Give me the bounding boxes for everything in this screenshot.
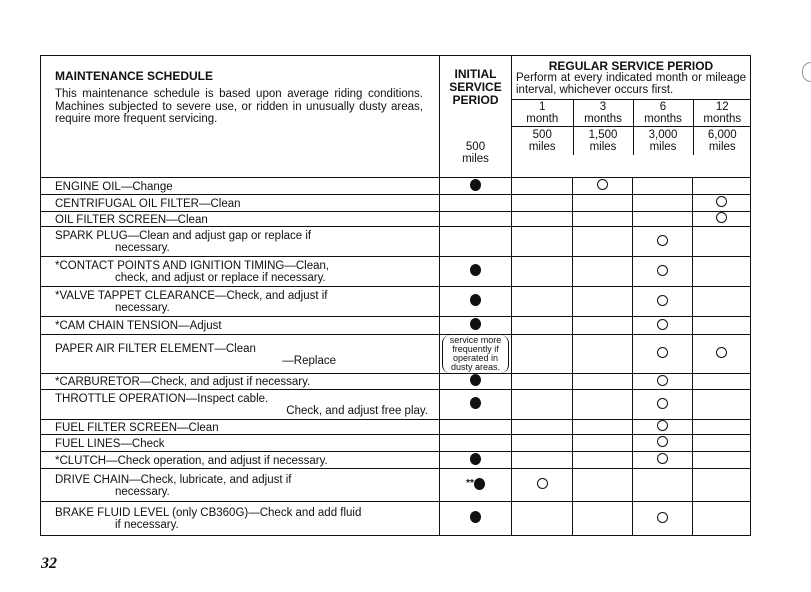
- initial-period-unit: miles: [462, 153, 489, 165]
- initial-service-dot-icon: [474, 478, 485, 490]
- schedule-cell: [512, 287, 573, 317]
- period-number: 6: [659, 101, 667, 113]
- regular-period-header: [512, 56, 751, 178]
- service-item-text: *CARBURETOR—Check, and adjust if necessary.: [55, 376, 311, 388]
- schedule-cell: [633, 374, 693, 390]
- service-item-text-cont: necessary.: [115, 242, 170, 254]
- schedule-cell: [573, 195, 633, 212]
- service-item: [41, 335, 440, 374]
- period-grid: [512, 99, 751, 155]
- schedule-cell: [440, 212, 512, 227]
- schedule-cell: [573, 317, 633, 335]
- schedule-row: [41, 469, 751, 502]
- schedule-cell: [693, 257, 751, 287]
- schedule-cell: [693, 195, 751, 212]
- schedule-cell: [512, 212, 573, 227]
- schedule-cell: [693, 287, 751, 317]
- regular-service-circle-icon: [657, 319, 668, 330]
- service-item-text: *CLUTCH—Check operation, and adjust if necessary.: [55, 454, 328, 467]
- schedule-cell: [573, 287, 633, 317]
- schedule-row: [41, 435, 751, 452]
- schedule-row: [41, 452, 751, 469]
- schedule-cell: [573, 502, 633, 536]
- period-mileage-cell: [573, 127, 633, 156]
- schedule-cell: [512, 195, 573, 212]
- schedule-cell: [693, 212, 751, 227]
- schedule-cell: [633, 227, 693, 257]
- period-miles-unit: miles: [708, 141, 736, 153]
- service-item: [41, 257, 440, 287]
- initial-service-dot-icon: [470, 294, 481, 306]
- service-item: [41, 420, 440, 435]
- service-item-text: *CAM CHAIN TENSION—Adjust: [55, 320, 222, 332]
- schedule-cell: [633, 195, 693, 212]
- service-item-text-cont: Check, and adjust free play.: [286, 405, 428, 417]
- regular-service-circle-icon: [657, 295, 668, 306]
- regular-service-circle-icon: [716, 347, 727, 358]
- schedule-cell: [512, 374, 573, 390]
- initial-service-dot-icon: [470, 453, 481, 465]
- schedule-header-cell: [41, 56, 440, 178]
- schedule-cell: [573, 452, 633, 469]
- schedule-cell: [440, 435, 512, 452]
- period-miles-unit: miles: [528, 141, 556, 153]
- regular-service-circle-icon: [657, 420, 668, 431]
- service-item-text: CENTRIFUGAL OIL FILTER—Clean: [55, 197, 241, 210]
- schedule-row: [41, 420, 751, 435]
- service-item-text: BRAKE FLUID LEVEL (only CB360G)—Check and add fluid: [55, 507, 362, 519]
- schedule-cell: [440, 335, 512, 374]
- service-item: [41, 452, 440, 469]
- schedule-cell: [633, 469, 693, 502]
- schedule-cell: [633, 212, 693, 227]
- service-item: [41, 287, 440, 317]
- schedule-cell: [440, 390, 512, 420]
- initial-service-dot-icon: [470, 264, 481, 276]
- initial-service-dot-icon: [470, 318, 481, 330]
- service-item-text: *CONTACT POINTS AND IGNITION TIMING—Clean,: [55, 260, 330, 272]
- regular-service-circle-icon: [657, 512, 668, 523]
- service-item: [41, 212, 440, 227]
- schedule-row: [41, 227, 751, 257]
- air-filter-note: service more frequently if operated in dusty areas.: [442, 335, 509, 373]
- initial-period-label: INITIAL SERVICE PERIOD: [449, 67, 502, 107]
- service-item-text: FUEL LINES—Check: [55, 437, 165, 450]
- service-item-text-cont: check, and adjust or replace if necessary.: [115, 272, 326, 284]
- schedule-cell: [440, 469, 512, 502]
- service-item-text: SPARK PLUG—Clean and adjust gap or replace if: [55, 230, 312, 242]
- schedule-cell: [693, 469, 751, 502]
- schedule-cell: [512, 317, 573, 335]
- period-miles-unit: miles: [649, 141, 677, 153]
- regular-service-circle-icon: [657, 375, 668, 386]
- schedule-cell: [693, 335, 751, 374]
- schedule-row: [41, 374, 751, 390]
- schedule-cell: [573, 469, 633, 502]
- service-item: [41, 195, 440, 212]
- period-miles: 6,000: [707, 129, 737, 141]
- regular-service-circle-icon: [716, 196, 727, 207]
- schedule-cell: [512, 435, 573, 452]
- initial-service-dot-icon: [470, 511, 481, 523]
- period-miles-unit: miles: [589, 141, 617, 153]
- schedule-cell: [693, 420, 751, 435]
- service-item-text: OIL FILTER SCREEN—Clean: [55, 213, 208, 226]
- period-unit: months: [644, 113, 682, 125]
- period-interval-cell: [693, 100, 751, 127]
- schedule-cell: [440, 317, 512, 335]
- schedule-cell: [633, 257, 693, 287]
- service-item: [41, 469, 440, 502]
- schedule-cell: [633, 287, 693, 317]
- schedule-cell: [693, 374, 751, 390]
- schedule-row: [41, 178, 751, 195]
- period-number: 1: [539, 101, 546, 113]
- maintenance-schedule-table: [40, 55, 751, 536]
- schedule-row: [41, 212, 751, 227]
- service-item: [41, 227, 440, 257]
- service-item: [41, 317, 440, 335]
- schedule-cell: [440, 374, 512, 390]
- regular-service-circle-icon: [597, 179, 608, 190]
- schedule-cell: [512, 257, 573, 287]
- period-interval-cell: [573, 100, 633, 127]
- period-mileage-cell: [633, 127, 693, 156]
- schedule-cell: [573, 227, 633, 257]
- period-miles: 3,000: [648, 129, 678, 141]
- schedule-cell: [573, 212, 633, 227]
- period-number: 3: [599, 101, 607, 113]
- regular-service-circle-icon: [657, 398, 668, 409]
- schedule-cell: [633, 390, 693, 420]
- schedule-cell: [512, 469, 573, 502]
- period-interval-cell: [512, 100, 573, 127]
- regular-service-circle-icon: [657, 265, 668, 276]
- service-item-text-cont: necessary.: [115, 485, 170, 498]
- regular-period-description: Perform at every indicated month or mileage interval, whichever occurs first.: [516, 72, 746, 96]
- schedule-cell: [633, 452, 693, 469]
- schedule-cell: [573, 374, 633, 390]
- service-item-text-cont: necessary.: [115, 302, 170, 314]
- schedule-cell: [512, 390, 573, 420]
- binding-hole-mark: [802, 62, 811, 82]
- schedule-cell: [512, 420, 573, 435]
- regular-service-circle-icon: [657, 436, 668, 447]
- schedule-cell: [512, 227, 573, 257]
- schedule-cell: [633, 178, 693, 195]
- schedule-cell: [573, 257, 633, 287]
- schedule-cell: [693, 435, 751, 452]
- schedule-cell: [693, 452, 751, 469]
- regular-service-circle-icon: [657, 347, 668, 358]
- schedule-cell: [573, 178, 633, 195]
- schedule-cell: [693, 390, 751, 420]
- regular-service-circle-icon: [657, 235, 668, 246]
- schedule-cell: [573, 420, 633, 435]
- period-miles: 500: [532, 129, 552, 141]
- service-item-text: DRIVE CHAIN—Check, lubricate, and adjust if: [55, 473, 292, 486]
- schedule-cell: [440, 257, 512, 287]
- schedule-cell: [693, 502, 751, 536]
- service-item-text-cont: —Replace: [282, 354, 336, 367]
- service-item-text: FUEL FILTER SCREEN—Clean: [55, 421, 219, 434]
- schedule-cell: [440, 287, 512, 317]
- schedule-cell: [693, 178, 751, 195]
- schedule-cell: [633, 317, 693, 335]
- service-item: [41, 502, 440, 536]
- page-number: 32: [41, 555, 57, 572]
- initial-period-miles: 500: [465, 141, 486, 153]
- schedule-cell: [440, 452, 512, 469]
- period-unit: month: [526, 113, 559, 125]
- period-unit: months: [584, 113, 622, 125]
- schedule-cell: [693, 317, 751, 335]
- service-item-text: ENGINE OIL—Change: [55, 180, 173, 193]
- period-mileage-cell: [693, 127, 751, 156]
- schedule-cell: [512, 452, 573, 469]
- schedule-description: This maintenance schedule is based upon average riding conditions. Machines subjected to severe use, or ridden in unusually dusty areas, require more frequent servicing.: [55, 88, 423, 125]
- regular-service-circle-icon: [657, 453, 668, 464]
- schedule-cell: [573, 435, 633, 452]
- service-item: [41, 390, 440, 420]
- period-number: 12: [715, 101, 729, 113]
- schedule-cell: [512, 178, 573, 195]
- schedule-cell: [633, 502, 693, 536]
- schedule-cell: [440, 420, 512, 435]
- service-item: [41, 435, 440, 452]
- initial-service-dot-icon: [470, 397, 481, 409]
- schedule-row: [41, 257, 751, 287]
- initial-service-dot-icon: [470, 374, 481, 386]
- schedule-cell: [440, 502, 512, 536]
- schedule-cell: [440, 195, 512, 212]
- initial-service-dot-icon: [470, 179, 481, 191]
- schedule-cell: [512, 502, 573, 536]
- schedule-cell: [633, 420, 693, 435]
- regular-service-circle-icon: [537, 478, 548, 489]
- schedule-row: [41, 390, 751, 420]
- schedule-row: [41, 287, 751, 317]
- service-item: [41, 178, 440, 195]
- schedule-cell: [573, 335, 633, 374]
- schedule-row: [41, 502, 751, 536]
- period-interval-cell: [633, 100, 693, 127]
- service-item: [41, 374, 440, 390]
- period-miles: 1,500: [588, 129, 618, 141]
- regular-service-circle-icon: [716, 212, 727, 223]
- schedule-cell: [512, 335, 573, 374]
- period-unit: months: [703, 113, 742, 125]
- service-item-text: THROTTLE OPERATION—Inspect cable.: [55, 393, 269, 405]
- schedule-cell: [693, 227, 751, 257]
- schedule-cell: [573, 390, 633, 420]
- schedule-cell: [633, 335, 693, 374]
- double-asterisk-note: **: [466, 477, 474, 489]
- schedule-row: [41, 195, 751, 212]
- schedule-row: [41, 317, 751, 335]
- initial-period-header: [440, 56, 512, 178]
- schedule-cell: [633, 435, 693, 452]
- period-mileage-cell: [512, 127, 573, 156]
- schedule-cell: [440, 227, 512, 257]
- service-item-text-cont: if necessary.: [115, 519, 179, 531]
- service-item-text: *VALVE TAPPET CLEARANCE—Check, and adjust if: [55, 290, 328, 302]
- schedule-row: [41, 335, 751, 374]
- schedule-cell: [440, 178, 512, 195]
- service-item-text: PAPER AIR FILTER ELEMENT—Clean: [55, 342, 256, 355]
- schedule-title: MAINTENANCE SCHEDULE: [55, 69, 214, 83]
- regular-period-title: REGULAR SERVICE PERIOD: [548, 59, 714, 73]
